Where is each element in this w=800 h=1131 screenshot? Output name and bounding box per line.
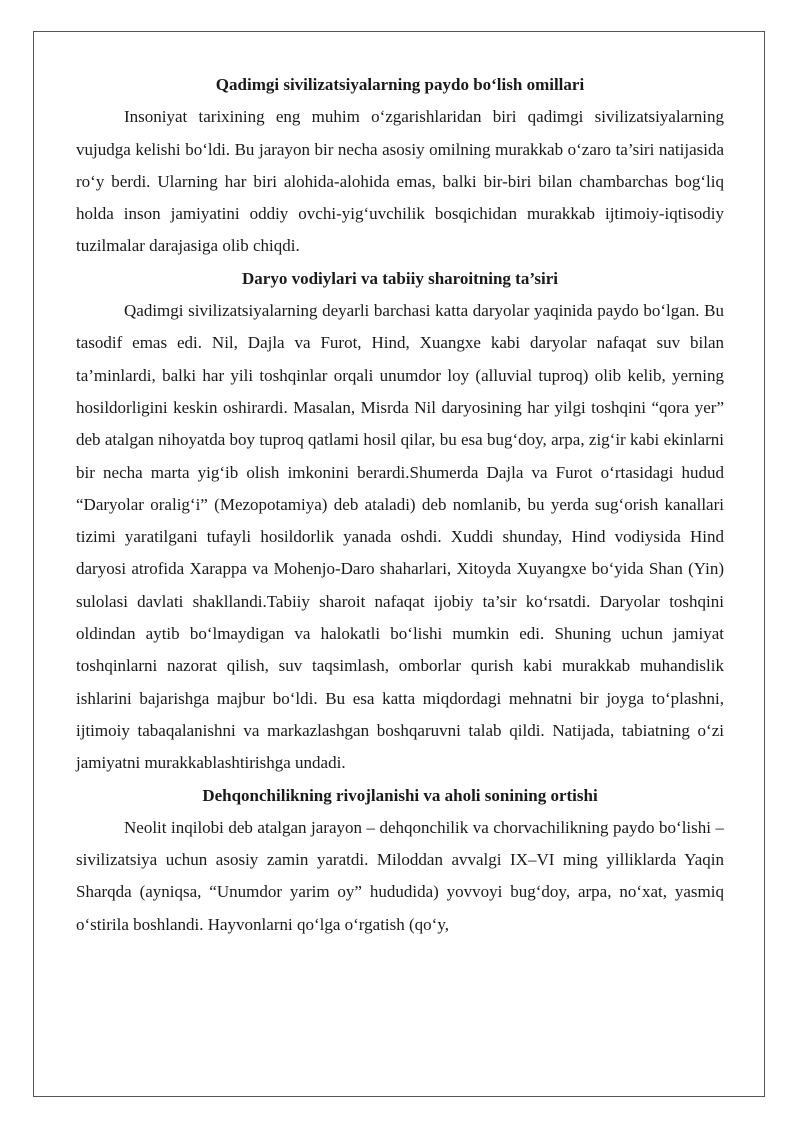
paragraph-intro: Insoniyat tarixining eng muhim o‘zgarishlaridan biri qadimgi sivilizatsiyalarning vujudga kelishi bo‘ldi. Bu jarayon bir necha asosiy omilning murakkab o‘zaro ta’siri natijasida ro‘y berdi. Ularning har biri alohida-alohida emas, balki bir-biri bilan chambarchas bog‘liq holda inson jamiyatini oddiy ovchi-yig‘uvchilik bosqichidan murakkab ijtimoiy-iqtisodiy tuzilmalar darajasiga olib chiqdi. [76, 107, 724, 256]
paragraph-river-valleys: Qadimgi sivilizatsiyalarning deyarli barchasi katta daryolar yaqinida paydo bo‘lgan. Bu tasodif emas edi. Nil, Dajla va Furot, Hind, Xuangxe kabi daryolar nafaqat suv bilan ta’minlardi, balki har yili toshqinlar orqali unumdor loy (alluvial tuproq) olib kelib, yerning hosildorligini keskin oshirardi. Masalan, Misrda Nil daryosining har yilgi toshqini “qora yer” deb atalgan nihoyatda boy tuproq qatlami hosil qilar, bu esa bug‘doy, arpa, zig‘ir kabi ekinlarni bir necha marta yig‘ib olish imkonini berardi.Shumerda Dajla va Furot o‘rtasidagi hudud “Daryolar oralig‘i” (Mezopotamiya) deb ataladi) deb nomlanib, bu yerda sug‘orish kanallari tizimi yaratilgani tufayli hosildorlik yanada oshdi. Xuddi shunday, Hind vodiysida Hind daryosi atrofida Xarappa va Mohenjo-Daro shaharlari, Xitoyda Xuyangxe bo‘yida Shan (Yin) sulolasi davlati shakllandi.Tabiiy sharoit nafaqat ijobiy ta’sir ko‘rsatdi. Daryolar toshqini oldindan aytib bo‘lmaydigan va halokatli bo‘lishi mumkin edi. Shuning uchun jamiyat toshqinlarni nazorat qilish, suv taqsimlash, omborlar qurish kabi murakkab muhandislik ishlarini bajarishga majbur bo‘ldi. Bu esa katta miqdordagi mehnatni bir joyga to‘plashni, ijtimoiy tabaqalanishni va markazlashgan boshqaruvni talab qildi. Natijada, tabiatning o‘zi jamiyatni murakkablashtirishga undadi. [76, 301, 724, 773]
section-heading-river-valleys: Daryo vodiylari va tabiiy sharoitning ta’siri [242, 268, 558, 288]
section-heading-agriculture: Dehqonchilikning rivojlanishi va aholi sonining ortishi [202, 785, 598, 805]
document-body [76, 72, 724, 941]
paragraph-agriculture: Neolit inqilobi deb atalgan jarayon – dehqonchilik va chorvachilikning paydo bo‘lishi – sivilizatsiya uchun asosiy zamin yaratdi. Miloddan avvalgi IX–VI ming yilliklarda Yaqin Sharqda (ayniqsa, “Unumdor yarim oy” hududida) yovvoyi bug‘doy, arpa, no‘xat, yasmiq o‘stirila boshlandi. Hayvonlarni qo‘lga o‘rgatish (qo‘y, [76, 817, 724, 934]
section-heading-origins: Qadimgi sivilizatsiyalarning paydo bo‘lish omillari [215, 75, 585, 94]
